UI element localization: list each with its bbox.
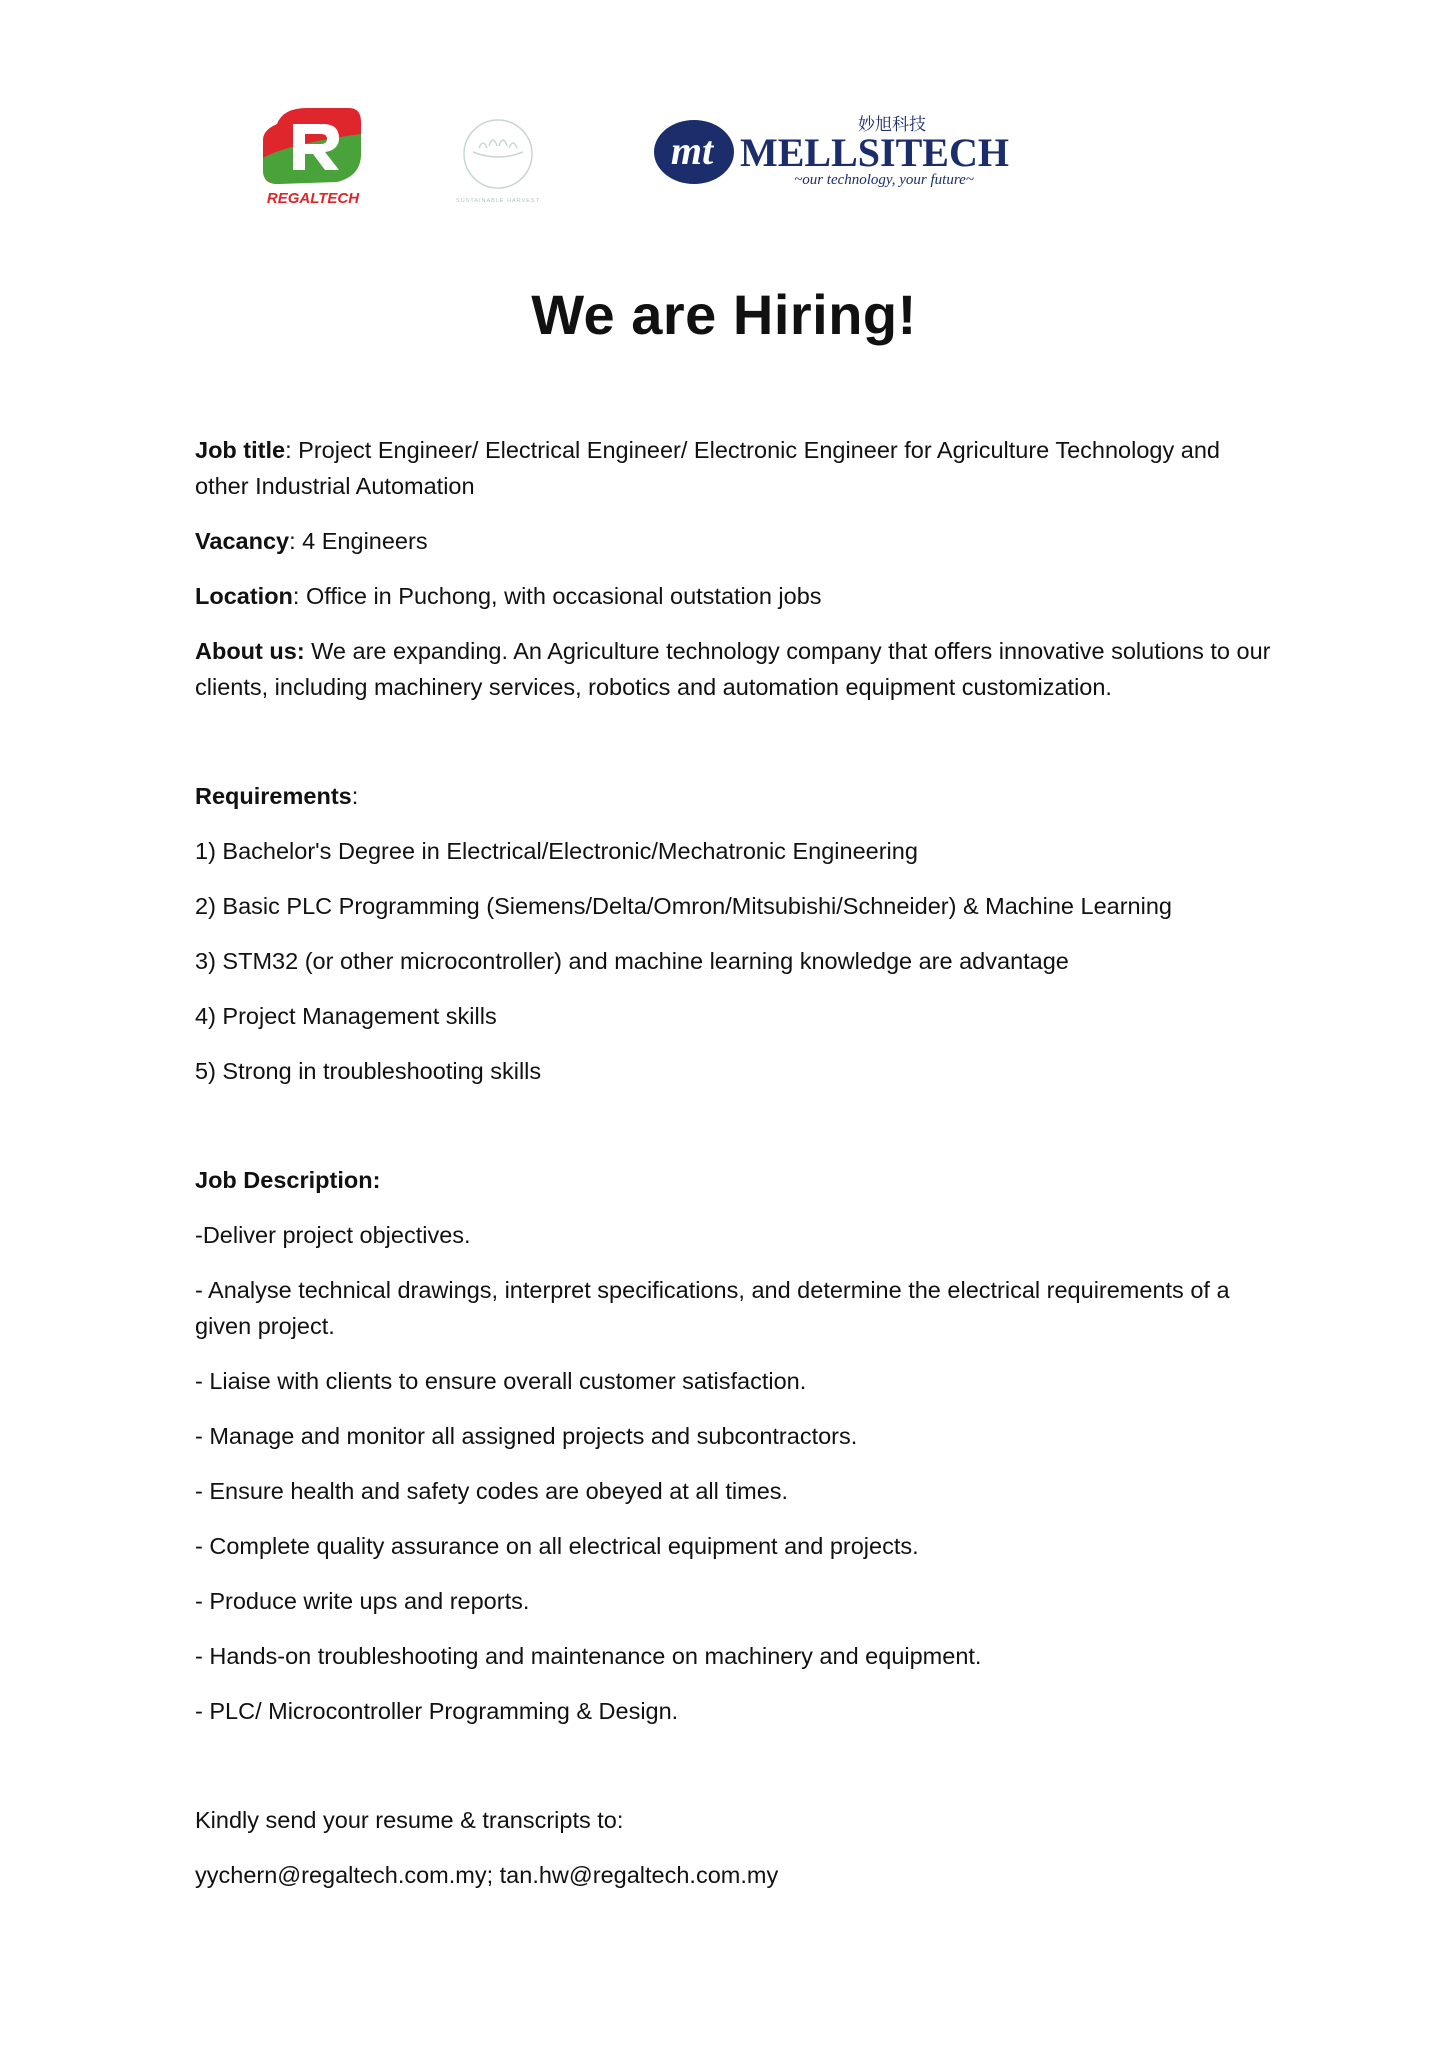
about-label: About us: [195,638,305,664]
duty-item: - Ensure health and safety codes are obeyed at all times. [195,1478,789,1504]
requirement-item: 3) STM32 (or other microcontroller) and machine learning knowledge are advantage [195,948,1069,974]
mellsitech-chinese: 妙旭科技 [858,115,926,135]
contact-emails: yychern@regaltech.com.my; tan.hw@regaltech.com.my [195,1862,779,1888]
duty-item: - Manage and monitor all assigned projects and subcontractors. [195,1423,858,1449]
requirement-item: 1) Bachelor's Degree in Electrical/Electronic/Mechatronic Engineering [195,838,918,864]
job-title-line [195,432,1275,504]
requirement-item: 5) Strong in troubleshooting skills [195,1058,542,1084]
duty-item: -Deliver project objectives. [195,1222,471,1248]
mellsitech-name: MELLSITECH [740,130,1009,175]
location-label: Location [195,583,293,609]
about-line [195,633,1275,705]
location-line [195,578,1275,614]
duty-item: - Hands-on troubleshooting and maintenance on machinery and equipment. [195,1643,982,1669]
duty-item: - PLC/ Microcontroller Programming & Design. [195,1698,679,1724]
contact-instruction: Kindly send your resume & transcripts to: [195,1807,624,1833]
job-description-heading [195,1162,1275,1198]
requirement-item: 4) Project Management skills [195,1003,497,1029]
section-gap [195,724,1275,778]
job-title-value: : Project Engineer/ Electrical Engineer/ Electronic Engineer for Agriculture Technology and other Industrial Automation [195,437,1220,499]
requirement-item: 2) Basic PLC Programming (Siemens/Delta/Omron/Mitsubishi/Schneider) & Machine Learning [195,893,1172,919]
vacancy-label: Vacancy [195,528,290,554]
mellsitech-tagline: ~our technology, your future~ [794,172,974,188]
section-gap [195,1748,1275,1802]
mellsitech-logo [652,108,1022,188]
duty-item: - Complete quality assurance on all electrical equipment and projects. [195,1533,919,1559]
job-description-label: Job Description: [195,1167,381,1193]
logo-header [0,0,1448,230]
duty-item: - Liaise with clients to ensure overall customer satisfaction. [195,1368,807,1394]
sustainable-text: SUSTAINABLE HARVEST [456,198,540,204]
vacancy-line [195,523,1275,559]
section-gap [195,1108,1275,1162]
vacancy-value: : 4 Engineers [289,528,428,554]
requirements-colon: : [351,783,359,809]
requirements-heading [195,778,1275,814]
regaltech-wordmark: REGALTECH [266,190,360,207]
about-value: We are expanding. An Agriculture technology company that offers innovative solutions to our clients, including machinery services, robotics and automation equipment customization. [195,638,1271,700]
job-title-label: Job title [195,437,286,463]
duty-item: - Analyse technical drawings, interpret specifications, and determine the electrical requirements of a given project. [195,1277,1230,1339]
regaltech-logo [257,104,369,208]
sustainable-harvest-logo [455,118,541,210]
duty-item: - Produce write ups and reports. [195,1588,530,1614]
job-posting-body [195,432,1275,1912]
page-title: We are Hiring! [531,283,917,346]
requirements-label: Requirements [195,783,352,809]
location-value: : Office in Puchong, with occasional outstation jobs [292,583,822,609]
svg-text:mt: mt [670,128,714,173]
